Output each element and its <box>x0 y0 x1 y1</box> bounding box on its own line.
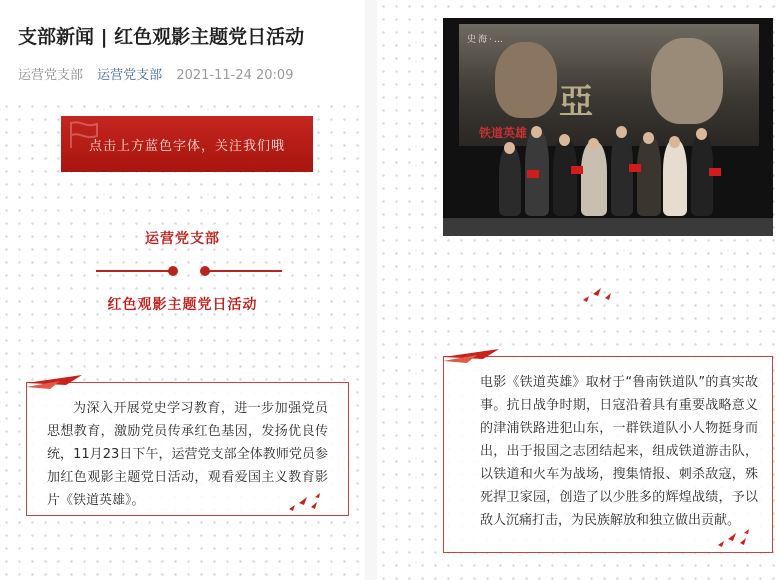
section-divider <box>96 266 282 276</box>
follow-text: 点击上方蓝色字体，关注我们哦 <box>88 138 285 154</box>
branch-name-heading: 运营党支部 <box>145 231 220 247</box>
flag-watermark-icon <box>67 120 107 150</box>
article-meta <box>18 64 293 83</box>
movie-screen: 史海·… 亞 铁道英雄 <box>459 24 759 146</box>
activity-title-heading: 红色观影主题党日活动 <box>107 297 258 313</box>
left-column <box>0 0 365 580</box>
movie-paragraph: 电影《铁道英雄》取材于“鲁南铁道队”的真实故事。抗日战争时期，日寇沿着具有重要战略意义的津浦铁路进犯山东，一群铁道队小人物挺身而出，出于报国之志团结起来，组成铁道游击队，以铁道和火车为战场，搜集情报、刺杀敌寇，殊死捍卫家园，创造了以少胜多的辉煌战绩，予以敌人沉痛打击，为民族解放和独立做出贡献。 <box>480 375 758 528</box>
follow-banner[interactable] <box>61 116 313 172</box>
article-title: 支部新闻 | 红色观影主题党日活动 <box>18 26 305 48</box>
intro-text-box <box>26 382 349 516</box>
flying-birds-icon <box>714 527 754 549</box>
screen-caption: 史海·… <box>467 35 505 45</box>
right-column <box>377 0 779 580</box>
publish-time: 2021-11-24 20:09 <box>176 68 294 83</box>
flying-birds-icon <box>285 491 325 513</box>
column-gutter <box>365 0 377 580</box>
account-link[interactable]: 运营党支部 <box>97 68 163 83</box>
red-corner-ribbon-icon <box>26 375 82 391</box>
intro-paragraph: 为深入开展党史学习教育，进一步加强党员思想教育，激励党员传承红色基因，发扬优良传统，11月23日下午，运营党支部全体教师党员参加红色观影主题党日活动，观看爱国主义教育影片《铁道英雄》。 <box>47 401 328 508</box>
flying-birds-icon <box>579 282 619 304</box>
author-name: 运营党支部 <box>18 68 84 83</box>
screen-logo: 铁道英雄 <box>479 126 528 140</box>
red-corner-ribbon-icon <box>443 349 499 365</box>
cinema-group-photo <box>443 18 773 236</box>
movie-text-box <box>443 356 773 553</box>
